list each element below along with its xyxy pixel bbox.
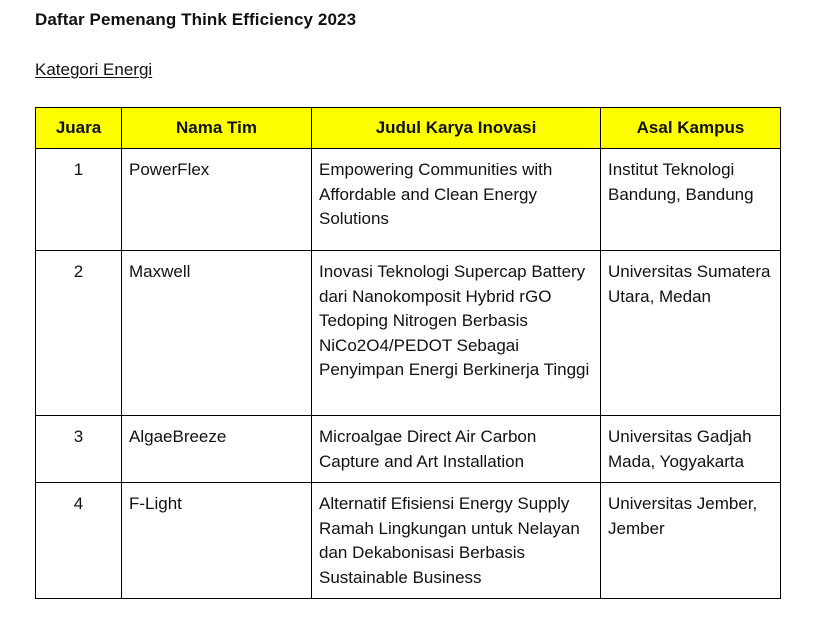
campus-cell: Universitas Jember, Jember — [601, 483, 781, 599]
team-cell: Maxwell — [122, 251, 312, 416]
innovation-title-cell: Empowering Communities with Affordable and Clean Energy Solutions — [312, 149, 601, 251]
category-heading: Kategori Energi — [35, 60, 153, 79]
document-title: Daftar Pemenang Think Efficiency 2023 — [35, 10, 357, 29]
rank-cell: 2 — [36, 251, 122, 416]
campus-cell: Institut Teknologi Bandung, Bandung — [601, 149, 781, 251]
innovation-title-cell: Alternatif Efisiensi Energy Supply Ramah Lingkungan untuk Nelayan dan Dekabonisasi Berbasis Sustainable Business — [312, 483, 601, 599]
table-row — [36, 483, 781, 599]
campus-cell: Universitas Sumatera Utara, Medan — [601, 251, 781, 416]
header-campus: Asal Kampus — [601, 108, 781, 149]
rank-cell: 4 — [36, 483, 122, 599]
innovation-title-cell: Inovasi Teknologi Supercap Battery dari Nanokomposit Hybrid rGO Tedoping Nitrogen Berbasis NiCo2O4/PEDOT Sebagai Penyimpan Energi Berkinerja Tinggi — [312, 251, 601, 416]
winners-table — [35, 107, 781, 599]
rank-cell: 1 — [36, 149, 122, 251]
table-row — [36, 251, 781, 416]
innovation-title-cell: Microalgae Direct Air Carbon Capture and Art Installation — [312, 416, 601, 483]
team-cell: AlgaeBreeze — [122, 416, 312, 483]
table-row — [36, 416, 781, 483]
team-cell: F-Light — [122, 483, 312, 599]
header-innovation-title: Judul Karya Inovasi — [312, 108, 601, 149]
campus-cell: Universitas Gadjah Mada, Yogyakarta — [601, 416, 781, 483]
rank-cell: 3 — [36, 416, 122, 483]
header-rank: Juara — [36, 108, 122, 149]
team-cell: PowerFlex — [122, 149, 312, 251]
header-team: Nama Tim — [122, 108, 312, 149]
table-header-row — [36, 108, 781, 149]
table-row — [36, 149, 781, 251]
